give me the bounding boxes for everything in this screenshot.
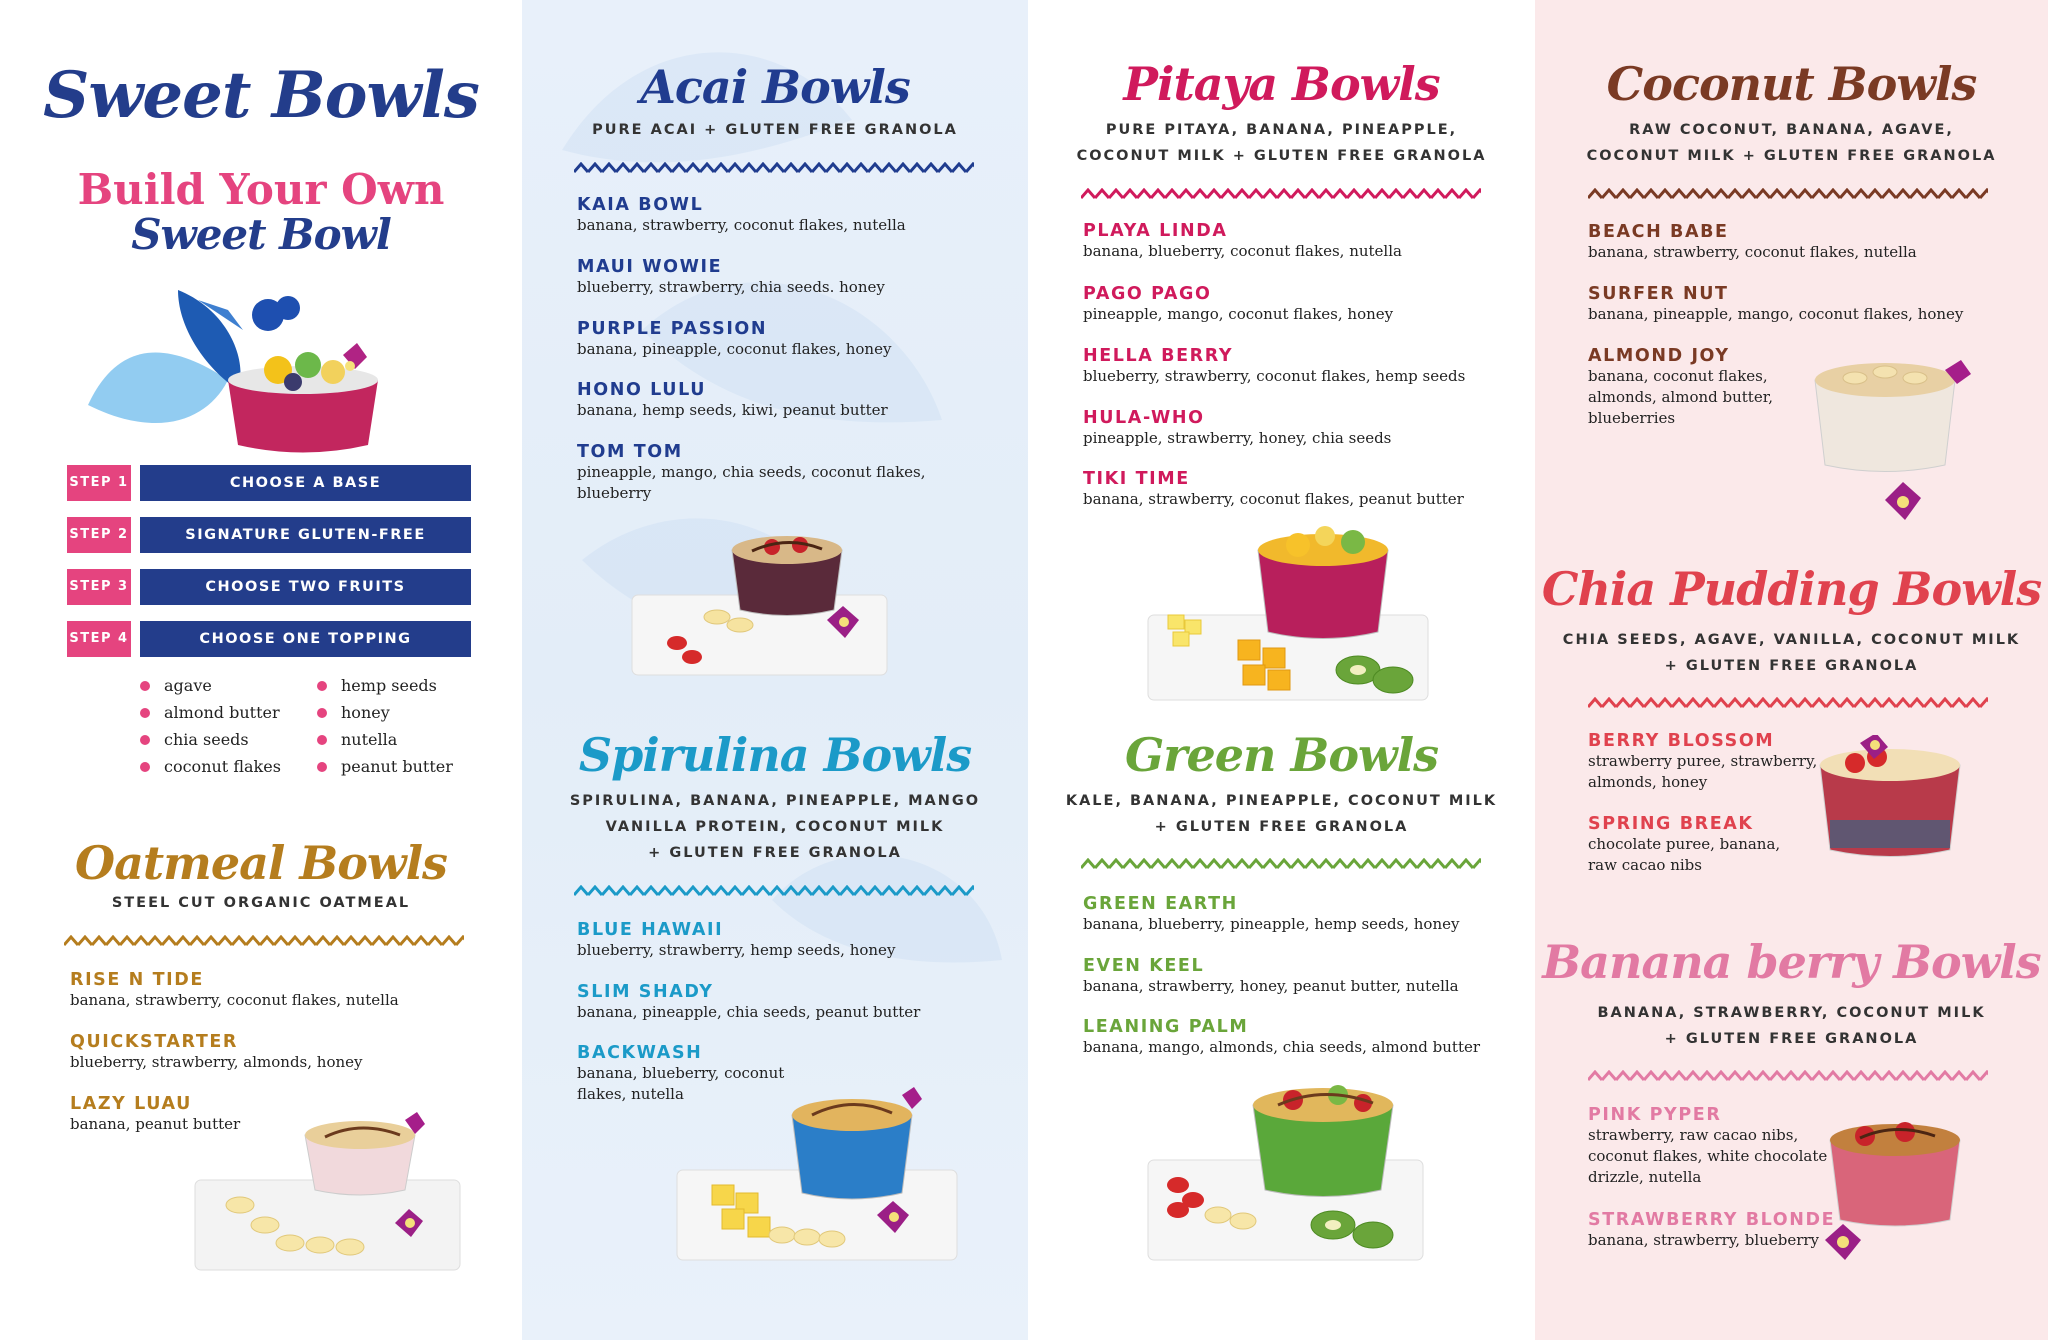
- item-name: BEACH BABE: [1588, 222, 1729, 242]
- spirulina-subtitle-1: SPIRULINA, BANANA, PINEAPPLE, MANGO: [569, 793, 981, 809]
- item-name: PLAYA LINDA: [1083, 221, 1228, 241]
- topping-item: nutella: [317, 726, 453, 753]
- item-desc: banana, strawberry, honey, peanut butter, nutella: [1083, 977, 1459, 995]
- item-name: QUICKSTARTER: [70, 1032, 238, 1052]
- menu-item: [1083, 469, 1464, 510]
- menu-item: [577, 195, 906, 236]
- zigzag-divider: [1081, 858, 1481, 870]
- spirulina-subtitle-2: VANILLA PROTEIN, COCONUT MILK: [605, 819, 945, 835]
- item-desc: almonds, almond butter,: [1588, 388, 1774, 406]
- pitaya-subtitle-2: COCONUT MILK + GLUTEN FREE GRANOLA: [1076, 148, 1487, 164]
- chia-bowl-photo: [1805, 735, 2025, 875]
- menu-item: [1083, 1017, 1480, 1058]
- byo-title-line2: Sweet Bowl: [131, 210, 391, 259]
- item-desc: banana, blueberry, coconut flakes, nutella: [1083, 242, 1402, 260]
- item-desc: strawberry, raw cacao nibs,: [1588, 1126, 1799, 1144]
- oatmeal-bowl-photo: [190, 1105, 470, 1275]
- item-desc: banana, coconut flakes,: [1588, 367, 1768, 385]
- menu-item: [577, 442, 926, 504]
- menu-item: [577, 982, 920, 1023]
- zigzag-divider: [574, 162, 974, 174]
- item-desc: banana, strawberry, coconut flakes, nutella: [577, 216, 906, 234]
- menu-item: [577, 920, 895, 961]
- step-label: CHOOSE TWO FRUITS: [140, 569, 471, 605]
- menu-item: [1588, 1210, 1835, 1251]
- step-tag: STEP 3: [67, 569, 131, 605]
- coconut-title: Coconut Bowls: [1606, 57, 1977, 111]
- acai-spirulina-column: [522, 0, 1028, 1340]
- menu-item: [1083, 221, 1402, 262]
- spirulina-bowl-photo: [672, 1085, 972, 1275]
- item-desc: banana, mango, almonds, chia seeds, almond butter: [1083, 1038, 1481, 1056]
- item-name: ALMOND JOY: [1588, 346, 1730, 366]
- menu-item: [1083, 408, 1391, 449]
- menu-item: [1588, 731, 1817, 793]
- menu-item: [577, 257, 885, 298]
- zigzag-divider: [1588, 697, 1988, 709]
- item-desc: strawberry puree, strawberry,: [1588, 752, 1818, 770]
- item-desc: banana, strawberry, coconut flakes, peanut butter: [1083, 490, 1464, 508]
- item-desc: pineapple, mango, coconut flakes, honey: [1083, 305, 1394, 323]
- bananaberry-subtitle-2: + GLUTEN FREE GRANOLA: [1664, 1031, 1919, 1047]
- sweet-bowls-column: [0, 0, 522, 1340]
- step-tag: STEP 2: [67, 517, 131, 553]
- item-name: HULA-WHO: [1083, 408, 1205, 428]
- item-name: EVEN KEEL: [1083, 956, 1205, 976]
- zigzag-divider: [1588, 188, 1988, 200]
- item-name: LAZY LUAU: [70, 1094, 192, 1114]
- item-name: HONO LULU: [577, 380, 707, 400]
- step-label: CHOOSE A BASE: [140, 465, 471, 501]
- menu-item: [70, 1032, 363, 1073]
- spirulina-title: Spirulina Bowls: [578, 728, 972, 782]
- item-desc: banana, pineapple, mango, coconut flakes, honey: [1588, 305, 1964, 323]
- acai-title: Acai Bowls: [640, 60, 910, 114]
- step-label: CHOOSE ONE TOPPING: [140, 621, 471, 657]
- item-desc: banana, hemp seeds, kiwi, peanut butter: [577, 401, 888, 419]
- byo-title-line1: Build Your Own: [77, 165, 445, 214]
- item-desc: banana, peanut butter: [70, 1115, 241, 1133]
- item-name: RISE N TIDE: [70, 970, 204, 990]
- sweet-bowls-title: Sweet Bowls: [43, 58, 479, 133]
- coconut-subtitle-2: COCONUT MILK + GLUTEN FREE GRANOLA: [1586, 148, 1997, 164]
- acai-bowl-photo: [622, 525, 922, 685]
- item-desc: banana, strawberry, coconut flakes, nutella: [70, 991, 399, 1009]
- item-desc: pineapple, strawberry, honey, chia seeds: [1083, 429, 1392, 447]
- zigzag-divider: [1081, 188, 1481, 200]
- acai-subtitle: PURE ACAI + GLUTEN FREE GRANOLA: [592, 122, 958, 138]
- item-desc: blueberry: [577, 484, 652, 502]
- green-subtitle-2: + GLUTEN FREE GRANOLA: [1154, 819, 1409, 835]
- coconut-chia-bananaberry-column: [1535, 0, 2048, 1340]
- step-2: [67, 517, 471, 553]
- coconut-bowl-photo: [1795, 360, 2035, 540]
- item-name: MAUI WOWIE: [577, 257, 723, 277]
- toppings-list-left: [140, 672, 281, 780]
- step-4: [67, 621, 471, 657]
- bananaberry-bowl-photo: [1815, 1110, 2035, 1290]
- step-tag: STEP 1: [67, 465, 131, 501]
- step-1: [67, 465, 471, 501]
- item-desc: coconut flakes, white chocolate: [1588, 1147, 1828, 1165]
- item-name: TOM TOM: [577, 442, 683, 462]
- green-bowl-photo: [1143, 1075, 1443, 1275]
- item-desc: chocolate puree, banana,: [1588, 835, 1781, 853]
- item-desc: banana, blueberry, coconut: [577, 1064, 785, 1082]
- bananaberry-title: Banana berry Bowls: [1542, 935, 2041, 989]
- topping-item: coconut flakes: [140, 753, 281, 780]
- topping-item: peanut butter: [317, 753, 453, 780]
- item-name: GREEN EARTH: [1083, 894, 1238, 914]
- item-name: BACKWASH: [577, 1043, 703, 1063]
- coconut-subtitle-1: RAW COCONUT, BANANA, AGAVE,: [1629, 122, 1954, 138]
- item-name: LEANING PALM: [1083, 1017, 1249, 1037]
- item-desc: banana, strawberry, blueberry: [1588, 1231, 1820, 1249]
- item-desc: banana, pineapple, chia seeds, peanut butter: [577, 1003, 921, 1021]
- pitaya-subtitle-1: PURE PITAYA, BANANA, PINEAPPLE,: [1105, 122, 1458, 138]
- topping-item: hemp seeds: [317, 672, 453, 699]
- menu-item: [1588, 222, 1917, 263]
- oatmeal-subtitle: STEEL CUT ORGANIC OATMEAL: [111, 895, 411, 911]
- menu-item: [1083, 894, 1459, 935]
- topping-item: agave: [140, 672, 281, 699]
- item-name: PURPLE PASSION: [577, 319, 768, 339]
- acai-bowl-photo: [78, 270, 418, 460]
- green-title: Green Bowls: [1124, 728, 1439, 782]
- zigzag-divider: [64, 935, 464, 947]
- spirulina-subtitle-3: + GLUTEN FREE GRANOLA: [648, 845, 902, 861]
- pitaya-bowl-photo: [1143, 520, 1443, 710]
- zigzag-divider: [574, 885, 974, 897]
- menu-item: [577, 380, 888, 421]
- topping-item: chia seeds: [140, 726, 281, 753]
- item-name: SLIM SHADY: [577, 982, 714, 1002]
- item-name: PAGO PAGO: [1083, 284, 1212, 304]
- menu-item: [1588, 814, 1780, 876]
- step-label: SIGNATURE GLUTEN-FREE: [140, 517, 471, 553]
- item-desc: raw cacao nibs: [1588, 856, 1702, 874]
- item-desc: flakes, nutella: [577, 1085, 684, 1103]
- menu-item: [1083, 346, 1465, 387]
- item-desc: almonds, honey: [1588, 773, 1708, 791]
- zigzag-divider: [1588, 1070, 1988, 1082]
- item-desc: blueberries: [1588, 409, 1676, 427]
- item-name: KAIA BOWL: [577, 195, 704, 215]
- item-name: TIKI TIME: [1083, 469, 1190, 489]
- item-name: BERRY BLOSSOM: [1588, 731, 1775, 751]
- menu-item: [577, 319, 891, 360]
- topping-item: almond butter: [140, 699, 281, 726]
- chia-subtitle-2: + GLUTEN FREE GRANOLA: [1664, 658, 1919, 674]
- green-subtitle-1: KALE, BANANA, PINEAPPLE, COCONUT MILK: [1065, 793, 1498, 809]
- menu-item: [1588, 346, 1773, 429]
- item-name: SURFER NUT: [1588, 284, 1729, 304]
- menu-item: [1083, 284, 1393, 325]
- pitaya-title: Pitaya Bowls: [1123, 57, 1440, 111]
- item-desc: blueberry, strawberry, chia seeds. honey: [577, 278, 885, 296]
- item-name: PINK PYPER: [1588, 1105, 1722, 1125]
- toppings-list-right: [317, 672, 453, 780]
- menu-item: [1083, 956, 1459, 997]
- item-name: HELLA BERRY: [1083, 346, 1234, 366]
- chia-subtitle-1: CHIA SEEDS, AGAVE, VANILLA, COCONUT MILK: [1562, 632, 2021, 648]
- item-desc: blueberry, strawberry, coconut flakes, hemp seeds: [1083, 367, 1466, 385]
- item-desc: drizzle, nutella: [1588, 1168, 1702, 1186]
- item-desc: blueberry, strawberry, hemp seeds, honey: [577, 941, 896, 959]
- menu-item: [1588, 284, 1963, 325]
- menu-item: [70, 970, 399, 1011]
- item-desc: banana, strawberry, coconut flakes, nutella: [1588, 243, 1917, 261]
- item-desc: banana, pineapple, coconut flakes, honey: [577, 340, 892, 358]
- bananaberry-subtitle-1: BANANA, STRAWBERRY, COCONUT MILK: [1597, 1005, 1986, 1021]
- item-name: SPRING BREAK: [1588, 814, 1754, 834]
- item-desc: pineapple, mango, chia seeds, coconut flakes,: [577, 463, 926, 481]
- oatmeal-title: Oatmeal Bowls: [75, 836, 447, 890]
- pitaya-green-column: [1028, 0, 1535, 1340]
- menu-item: [1588, 1105, 1827, 1188]
- item-desc: banana, blueberry, pineapple, hemp seeds, honey: [1083, 915, 1460, 933]
- step-tag: STEP 4: [67, 621, 131, 657]
- chia-title: Chia Pudding Bowls: [1541, 562, 2042, 616]
- step-3: [67, 569, 471, 605]
- item-name: STRAWBERRY BLONDE: [1588, 1210, 1836, 1230]
- item-name: BLUE HAWAII: [577, 920, 724, 940]
- item-desc: blueberry, strawberry, almonds, honey: [70, 1053, 363, 1071]
- topping-item: honey: [317, 699, 453, 726]
